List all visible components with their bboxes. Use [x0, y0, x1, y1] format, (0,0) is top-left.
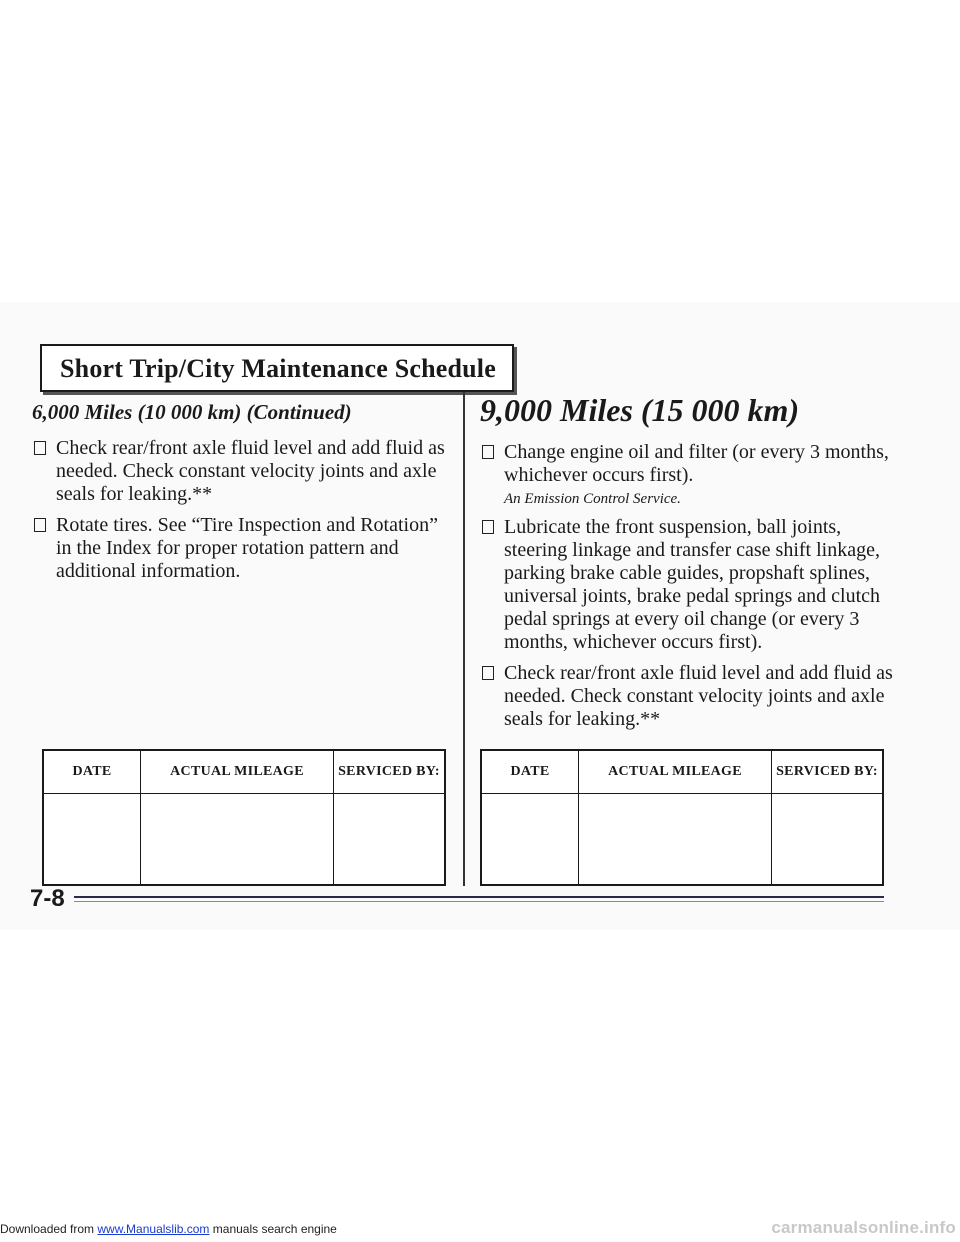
- checklist-item-text: Check rear/front axle fluid level and add fluid as needed. Check constant velocity joints and axle seals for leaking.**: [504, 662, 893, 730]
- date-cell[interactable]: [481, 794, 579, 886]
- table-header-date: DATE: [43, 750, 141, 794]
- checklist-item-text: Rotate tires. See “Tire Inspection and Rotation” in the Index for proper rotation pattern and additional information.: [56, 514, 438, 582]
- page-title: Short Trip/City Maintenance Schedule: [40, 344, 514, 392]
- serviced-by-cell[interactable]: [334, 794, 446, 886]
- serviced-by-cell[interactable]: [772, 794, 884, 886]
- checklist-item: [32, 437, 450, 506]
- checklist-item: [32, 514, 450, 583]
- checklist-item-text: Lubricate the front suspension, ball joints, steering linkage and transfer case shift linkage, parking brake cable guides, propshaft splines, universal joints, brake pedal springs and clutch pedal springs at every oil change (or every 3 months, whichever occurs first).: [504, 516, 881, 653]
- right-column: [480, 392, 900, 739]
- checklist-item: [480, 441, 900, 487]
- checklist-item-text: Change engine oil and filter (or every 3 months, whichever occurs first).: [504, 441, 889, 486]
- mileage-cell[interactable]: [579, 794, 772, 886]
- emission-note: An Emission Control Service.: [504, 491, 681, 507]
- service-record-table-right: [480, 749, 884, 886]
- table-header-mileage: ACTUAL MILEAGE: [141, 750, 334, 794]
- section-heading: 9,000 Miles (15 000 km): [480, 392, 800, 428]
- table-header-serviced-by: SERVICED BY:: [334, 750, 446, 794]
- table-header-date: DATE: [481, 750, 579, 794]
- table-row: [481, 794, 883, 886]
- section-subheading: 6,000 Miles (10 000 km) (Continued): [32, 400, 352, 424]
- date-cell[interactable]: [43, 794, 141, 886]
- checklist-item-text: Check rear/front axle fluid level and add fluid as needed. Check constant velocity joints and axle seals for leaking.**: [56, 437, 445, 505]
- checkbox-icon: [34, 441, 46, 455]
- checkbox-icon: [482, 520, 494, 534]
- table-header-serviced-by: SERVICED BY:: [772, 750, 884, 794]
- table-row: [43, 794, 445, 886]
- download-suffix: manuals search engine: [209, 1222, 337, 1236]
- service-record-table-left: [42, 749, 446, 886]
- checklist-item: [480, 516, 900, 654]
- table-header-mileage: ACTUAL MILEAGE: [579, 750, 772, 794]
- footer-rule-secondary: [74, 901, 884, 902]
- checkbox-icon: [34, 518, 46, 532]
- page-number: 7-8: [30, 885, 65, 912]
- column-divider: [463, 392, 465, 886]
- download-prefix: Downloaded from: [0, 1222, 98, 1236]
- mileage-cell[interactable]: [141, 794, 334, 886]
- checkbox-icon: [482, 666, 494, 680]
- download-credit: [0, 1222, 337, 1236]
- left-column: [32, 400, 450, 591]
- footer-rule: [74, 896, 884, 898]
- manualslib-link[interactable]: www.Manualslib.com: [97, 1222, 210, 1236]
- site-watermark: carmanualsonline.info: [771, 1218, 956, 1237]
- checklist-item: [480, 662, 900, 731]
- checkbox-icon: [482, 445, 494, 459]
